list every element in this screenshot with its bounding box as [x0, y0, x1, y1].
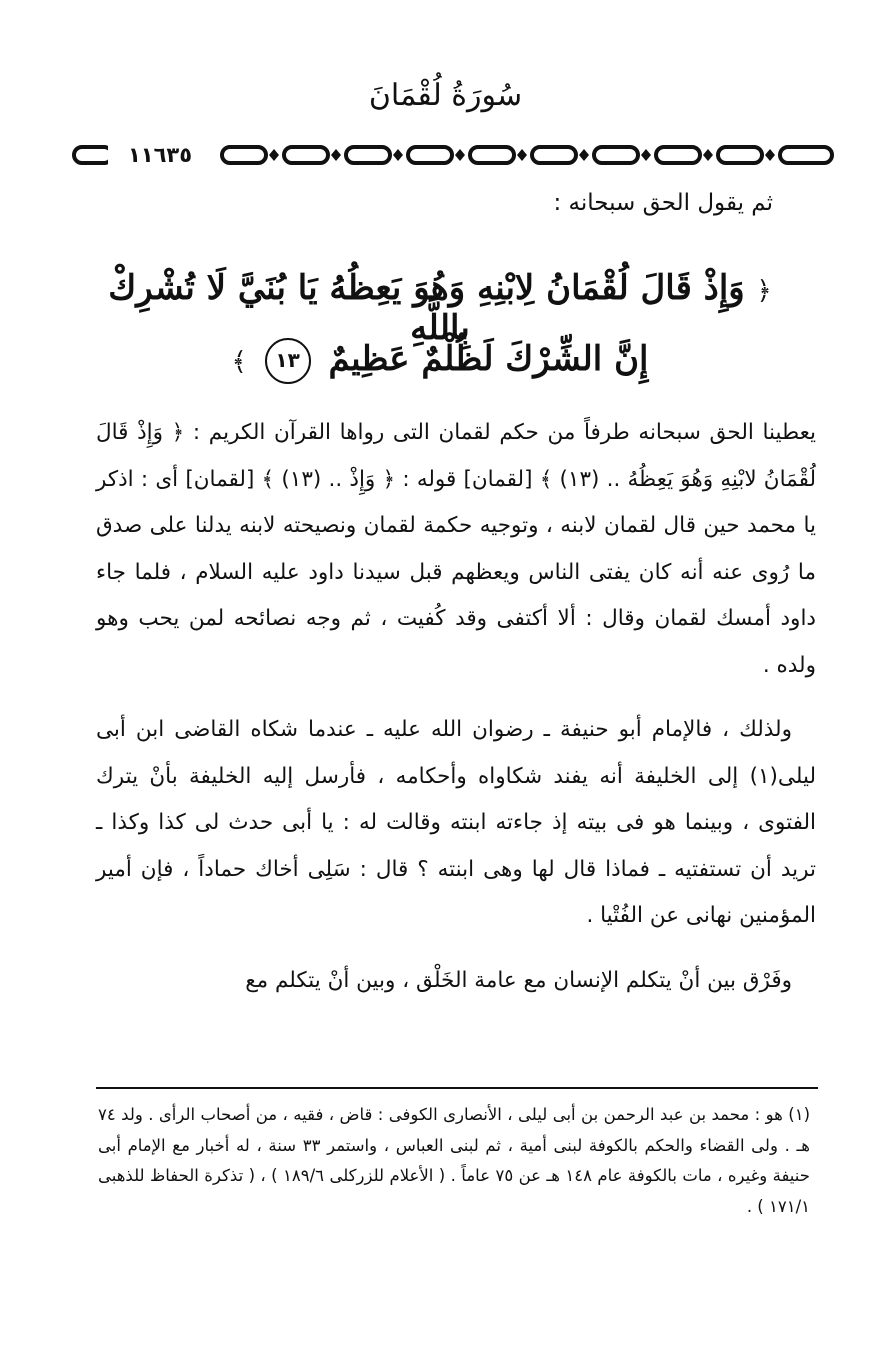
verse-open-ornament: ﴿	[756, 276, 772, 306]
ayah-number-marker: ١٣	[265, 338, 311, 384]
verse-close-ornament: ﴾	[231, 347, 247, 377]
page-number: ١١٦٣٥	[108, 141, 212, 169]
paragraph-2: ولذلك ، فالإمام أبو حنيفة ـ رضوان الله عليه ـ عندما شكاه القاضى ابن أبى ليلى(١) إلى الخليفة أنه يفند شكاواه وأحكامه ، فأرسل إليه الخليفة بأنْ يترك الفتوى ، وبينما هو فى بيته إذ جاءته ابنته وقالت له : يا أبى حدث لى كذا وكذا ـ تريد أن تستفتيه ـ فماذا قال لها وهى ابنته ؟ قال : سَلِى أخاك حماداً ، فإن أمير المؤمنين نهانى عن الفُتْيا .	[96, 717, 816, 928]
footnote-separator	[96, 1087, 818, 1089]
paragraph-3: وفَرْق بين أنْ يتكلم الإنسان مع عامة الخَلْق ، وبين أنْ يتكلم مع	[245, 967, 792, 993]
quran-verse-line-1	[90, 268, 790, 348]
quran-verse-line-2	[90, 338, 790, 384]
commentary-body	[96, 410, 816, 1022]
footnote: (١) هو : محمد بن عبد الرحمن بن أبى ليلى ، الأنصارى الكوفى : قاض ، فقيه ، من أصحاب الرأى . ولد ٧٤ هـ . ولى القضاء والحكم بالكوفة لبنى أمية ، ثم لبنى العباس ، واستمر ٣٣ سنة ، له أخبار مع الإمام أبى حنيفة وغيره ، مات بالكوفة عام ١٤٨ هـ عن ٧٥ عاماً . ( الأعلام للزركلى ١٨٩/٦ ) ، ( تذكرة الحفاظ للذهبى ١٧١/١ ) .	[98, 1105, 810, 1216]
paragraph-1: يعطينا الحق سبحانه طرفاً من حكم لقمان التى رواها القرآن الكريم : ﴿ وَإِذْ قَالَ لُقْمَانُ لابْنِهِ وَهُوَ يَعِظُهُ .. (١٣) ﴾ [لقمان] قوله : ﴿ وَإِذْ .. (١٣) ﴾ [لقمان] أى : اذكر يا محمد حين قال لقمان لابنه ، وتوجيه حكمة لقمان ونصيحته لابنه يدلنا على صدق ما رُوى عنه أنه كان يفتى الناس ويعظهم قبل سيدنا داود عليه السلام ، فلما جاء داود أمسك لقمان وقال : ألا أكتفى وقد كُفيت ، ثم وجه نصائحه لمن يحب وهو ولده .	[96, 420, 817, 678]
verse-text-1: وَإِذْ قَالَ لُقْمَانُ لِابْنِهِ وَهُوَ يَعِظُهُ يَا بُنَيَّ لَا تُشْرِكْ بِاللَّهِ	[108, 268, 745, 348]
surah-title: سُورَةُ لُقْمَانَ	[368, 78, 523, 113]
verse-text-2: إِنَّ الشِّرْكَ لَظُلْمٌ عَظِيمٌ	[328, 339, 649, 379]
intro-line: ثم يقول الحق سبحانه :	[553, 190, 773, 216]
